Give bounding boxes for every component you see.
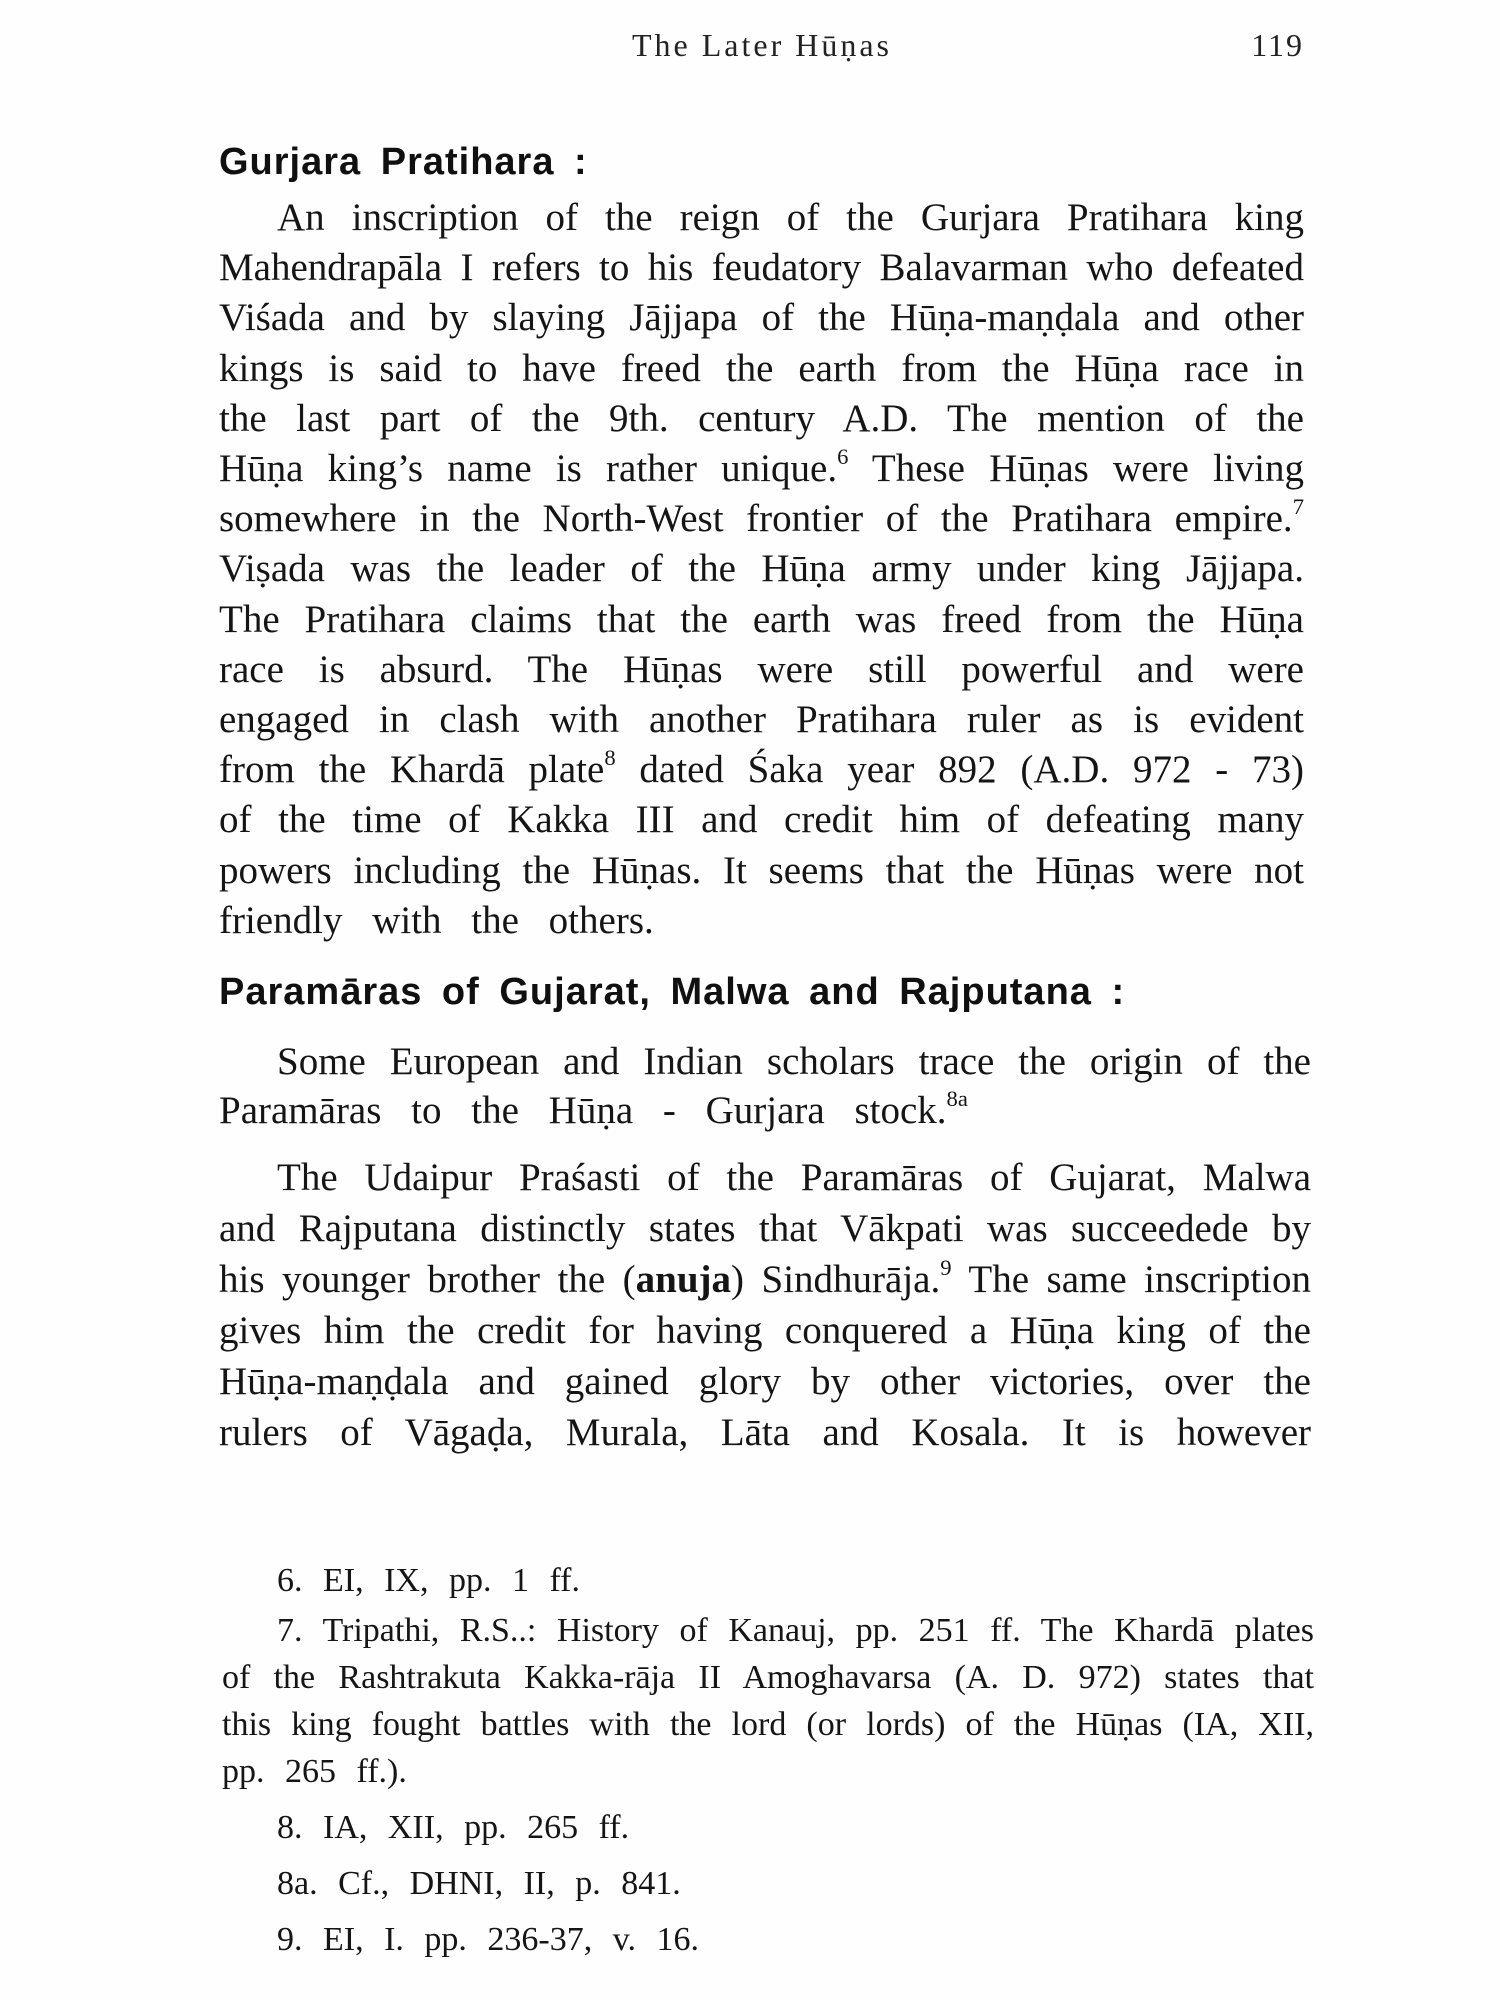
footnote-line: this king fought battles with the lord (or lords) of the Hūṇas (IA, XII,	[222, 1706, 1314, 1743]
text-line: The Pratihara claims that the earth was freed from the Hūṇa	[219, 597, 1304, 641]
footnote-ref: 8	[604, 745, 616, 771]
footnote-line: pp. 265 ff.).	[222, 1753, 407, 1790]
text-run: his younger brother the (	[219, 1258, 636, 1301]
footnote	[222, 1804, 1314, 1851]
text-run: These Hūṇas were living	[848, 447, 1304, 491]
footnote-ref: 6	[837, 444, 849, 470]
paragraph	[219, 1152, 1311, 1458]
footnote-text: Tripathi, R.S..: History of Kanauj, pp. 251 ff. The Khardā plates	[322, 1612, 1314, 1649]
page-number: 119	[1251, 27, 1304, 63]
text-line	[219, 745, 1304, 795]
footnote-ref: 7	[1292, 494, 1304, 520]
text-line: of the time of Kakka III and credit him of defeating many	[219, 798, 1304, 842]
footnote	[222, 1607, 1314, 1795]
footnote-line: of the Rashtrakuta Kakka-rāja II Amoghavarsa (A. D. 972) states that	[222, 1659, 1314, 1696]
text-line: The Udaipur Praśasti of the Paramāras of Gujarat, Malwa	[277, 1156, 1311, 1199]
text-run: The same inscription	[951, 1258, 1311, 1301]
footnote-marker: 9.	[277, 1921, 303, 1958]
text-line: An inscription of the reign of the Gurjara Pratihara king	[277, 196, 1304, 239]
footnote-line	[222, 1860, 1314, 1907]
text-run: somewhere in the North-West frontier of the Pratihara empire.	[219, 497, 1293, 541]
footnote	[222, 1916, 1314, 1963]
text-line: Viśada and by slaying Jājjapa of the Hūṇa-maṇḍala and other	[219, 296, 1304, 340]
text-line	[219, 444, 1304, 494]
section-heading: Gurjara Pratihara :	[219, 141, 588, 183]
text-run: Hūṇa king’s name is rather unique.	[219, 447, 838, 491]
text-line: the last part of the 9th. century A.D. The mention of the	[219, 396, 1304, 440]
footnote-text: EI, I. pp. 236-37, v. 16.	[323, 1921, 700, 1958]
footnote-marker: 8.	[277, 1809, 303, 1846]
text-line: engaged in clash with another Pratihara ruler as is evident	[219, 698, 1304, 742]
text-line: kings is said to have freed the earth from the Hūṇa race in	[219, 346, 1304, 390]
running-title: The Later Hūṇas	[631, 27, 893, 63]
footnote	[222, 1557, 1314, 1604]
text-line	[219, 1086, 1311, 1135]
text-line: friendly with the others.	[219, 898, 654, 942]
text-run: Paramāras to the Hūṇa - Gurjara stock.	[219, 1089, 947, 1132]
footnote-marker: 7.	[277, 1612, 303, 1649]
text-run: from the Khardā plate	[219, 748, 605, 792]
section-heading: Paramāras of Gujarat, Malwa and Rajputana :	[219, 971, 1126, 1013]
footnote-marker: 8a.	[277, 1865, 318, 1902]
footnote-ref: 9	[940, 1255, 952, 1281]
footnote-text: EI, IX, pp. 1 ff.	[323, 1562, 580, 1599]
text-line	[219, 1254, 1311, 1305]
footnote-line	[222, 1607, 1314, 1654]
footnote-text: IA, XII, pp. 265 ff.	[323, 1809, 630, 1846]
footnote-line	[222, 1557, 1314, 1604]
text-line: Viṣada was the leader of the Hūṇa army under king Jājjapa.	[219, 547, 1304, 591]
paragraph	[219, 1037, 1311, 1135]
footnote-line	[222, 1804, 1314, 1851]
paragraph	[219, 193, 1304, 946]
footnote-text: Cf., DHNI, II, p. 841.	[338, 1865, 681, 1902]
text-line	[219, 494, 1304, 544]
footnote	[222, 1860, 1314, 1907]
footnote-marker: 6.	[277, 1562, 303, 1599]
text-run: dated Śaka year 892 (A.D. 972 - 73)	[615, 748, 1304, 792]
text-line: gives him the credit for having conquered a Hūṇa king of the	[219, 1309, 1311, 1352]
bold-term: anuja	[635, 1258, 732, 1301]
footnote-line	[222, 1916, 1314, 1963]
text-line: Some European and Indian scholars trace the origin of the	[277, 1040, 1311, 1083]
text-line: and Rajputana distinctly states that Vākpati was succeedede by	[219, 1207, 1311, 1250]
text-line: powers including the Hūṇas. It seems that the Hūṇas were not	[219, 848, 1304, 892]
text-line: rulers of Vāgaḍa, Murala, Lāta and Kosala. It is however	[219, 1411, 1311, 1454]
text-run: ) Sindhurāja.	[731, 1258, 941, 1301]
footnote-ref: 8a	[946, 1086, 968, 1112]
text-line: race is absurd. The Hūṇas were still powerful and were	[219, 647, 1304, 691]
text-line: Hūṇa-maṇḍala and gained glory by other victories, over the	[219, 1360, 1311, 1403]
text-line: Mahendrapāla I refers to his feudatory Balavarman who defeated	[219, 246, 1304, 290]
